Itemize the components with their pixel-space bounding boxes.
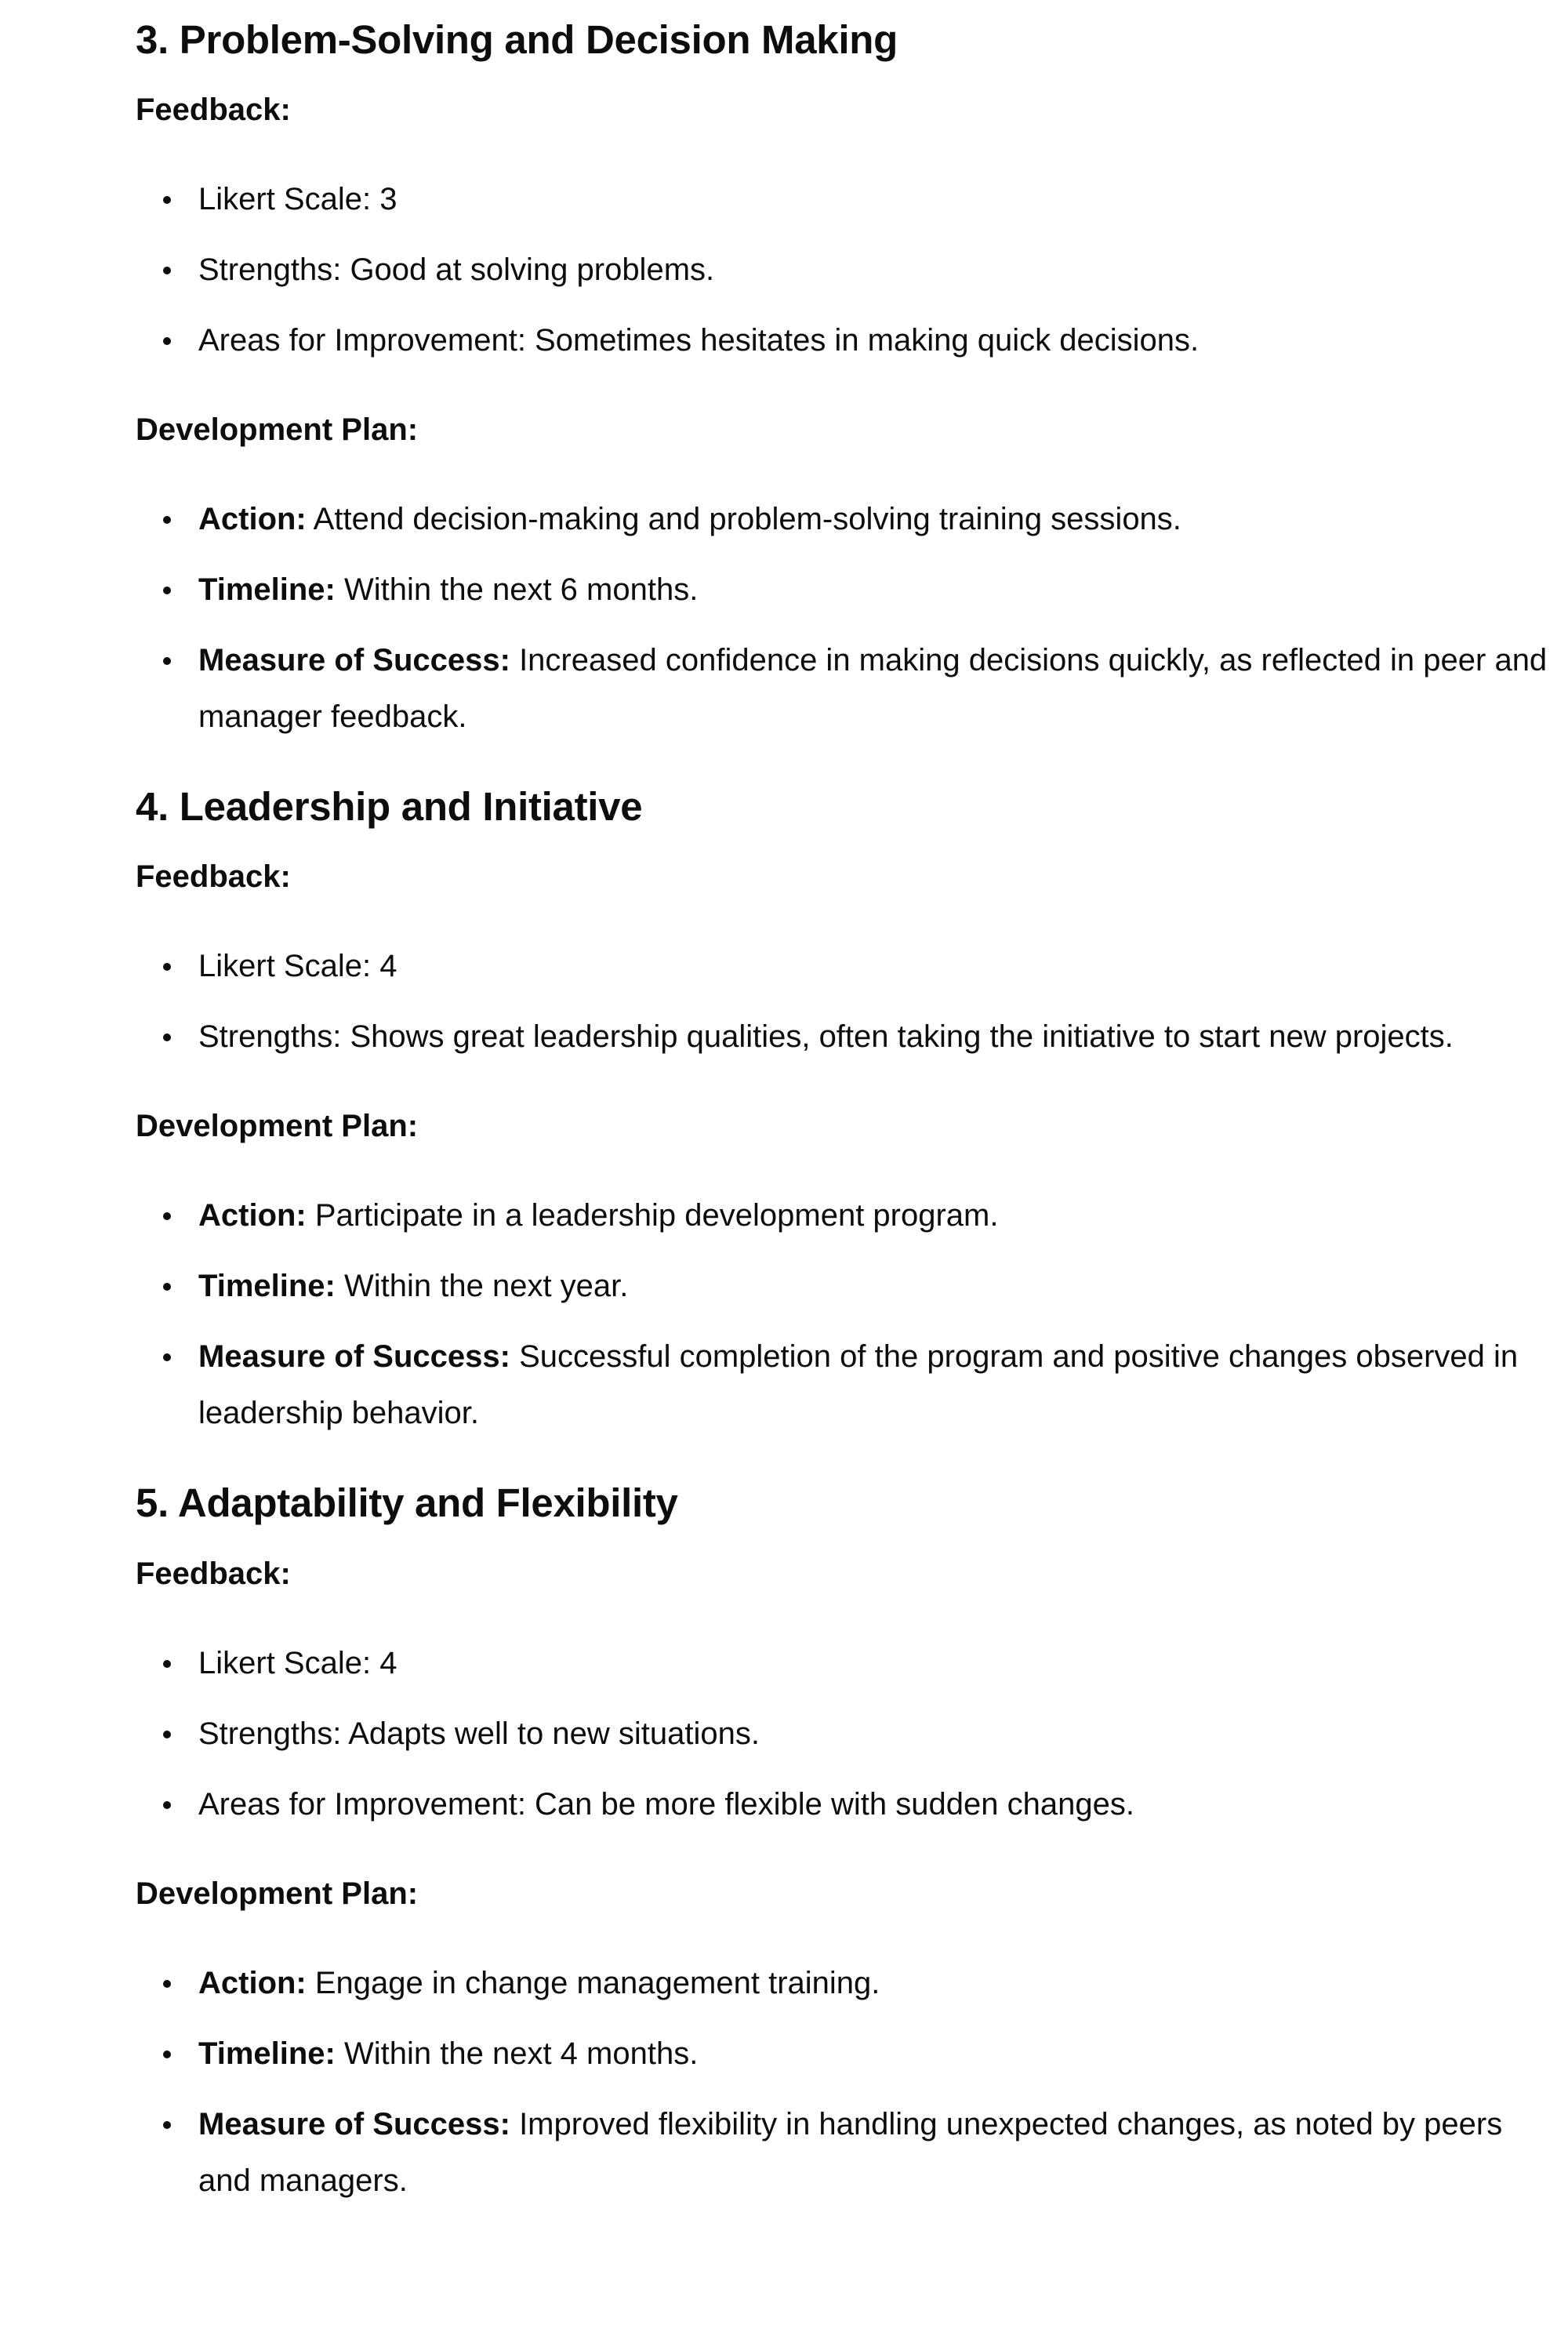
item-text: Within the next 6 months. xyxy=(335,572,699,608)
item-term: Timeline: xyxy=(198,1269,336,1304)
development-plan-label: Development Plan: xyxy=(136,412,419,448)
list-item xyxy=(198,632,1555,745)
list-item xyxy=(198,1955,1555,2011)
item-text: Within the next year. xyxy=(335,1269,629,1304)
list-item xyxy=(198,561,1555,618)
list-item xyxy=(198,2025,1555,2082)
item-text: Successful completion of the program and positive changes observed in leadership behavior. xyxy=(198,1339,1519,1431)
item-text: Improved flexibility in handling unexpected changes, as noted by peers and managers. xyxy=(198,2106,1503,2198)
list-item: Areas for Improvement: Sometimes hesitates in making quick decisions. xyxy=(198,312,1555,369)
list-item: Likert Scale: 4 xyxy=(198,938,1555,994)
item-term: Action: xyxy=(198,1965,307,2000)
item-term: Action: xyxy=(198,1198,307,1233)
item-text: Participate in a leadership development program. xyxy=(306,1198,999,1233)
feedback-list xyxy=(136,938,1555,1065)
development-plan-list xyxy=(136,491,1555,745)
item-text: Increased confidence in making decisions quickly, as reflected in peer and manager feedback. xyxy=(198,643,1548,735)
item-term: Timeline: xyxy=(198,572,336,608)
feedback-label: Feedback: xyxy=(136,859,291,895)
development-plan-label: Development Plan: xyxy=(136,1876,419,1911)
list-item: Areas for Improvement: Can be more flexible with sudden changes. xyxy=(198,1776,1555,1833)
item-text: Engage in change management training. xyxy=(306,1965,880,2000)
feedback-label: Feedback: xyxy=(136,1556,291,1591)
list-item: Strengths: Shows great leadership qualities, often taking the initiative to start new projects. xyxy=(198,1008,1555,1065)
list-item xyxy=(198,1258,1555,1314)
development-plan-list xyxy=(136,1955,1555,2209)
development-plan-list xyxy=(136,1187,1555,1441)
list-item xyxy=(198,2096,1555,2209)
list-item: Strengths: Good at solving problems. xyxy=(198,242,1555,298)
item-text: Attend decision-making and problem-solving training sessions. xyxy=(306,502,1181,537)
section-problem-solving xyxy=(136,0,1555,745)
item-term: Action: xyxy=(198,502,307,537)
section-leadership xyxy=(136,783,1555,1441)
list-item: Strengths: Adapts well to new situations. xyxy=(198,1705,1555,1762)
item-term: Measure of Success: xyxy=(198,2106,510,2141)
list-item: Likert Scale: 3 xyxy=(198,171,1555,227)
feedback-list xyxy=(136,171,1555,369)
section-heading: 3. Problem-Solving and Decision Making xyxy=(136,17,898,62)
item-term: Measure of Success: xyxy=(198,1339,510,1375)
section-adaptability xyxy=(136,1479,1555,2208)
list-item xyxy=(198,1187,1555,1244)
list-item xyxy=(198,491,1555,547)
list-item xyxy=(198,1328,1555,1441)
list-item: Likert Scale: 4 xyxy=(198,1635,1555,1691)
item-text: Within the next 4 months. xyxy=(335,2036,699,2071)
item-term: Timeline: xyxy=(198,2036,336,2071)
section-heading: 5. Adaptability and Flexibility xyxy=(136,1480,678,1526)
feedback-label: Feedback: xyxy=(136,93,291,128)
document-body xyxy=(136,0,1555,2209)
item-term: Measure of Success: xyxy=(198,643,510,678)
section-heading: 4. Leadership and Initiative xyxy=(136,784,643,830)
development-plan-label: Development Plan: xyxy=(136,1109,419,1144)
feedback-list xyxy=(136,1635,1555,1833)
